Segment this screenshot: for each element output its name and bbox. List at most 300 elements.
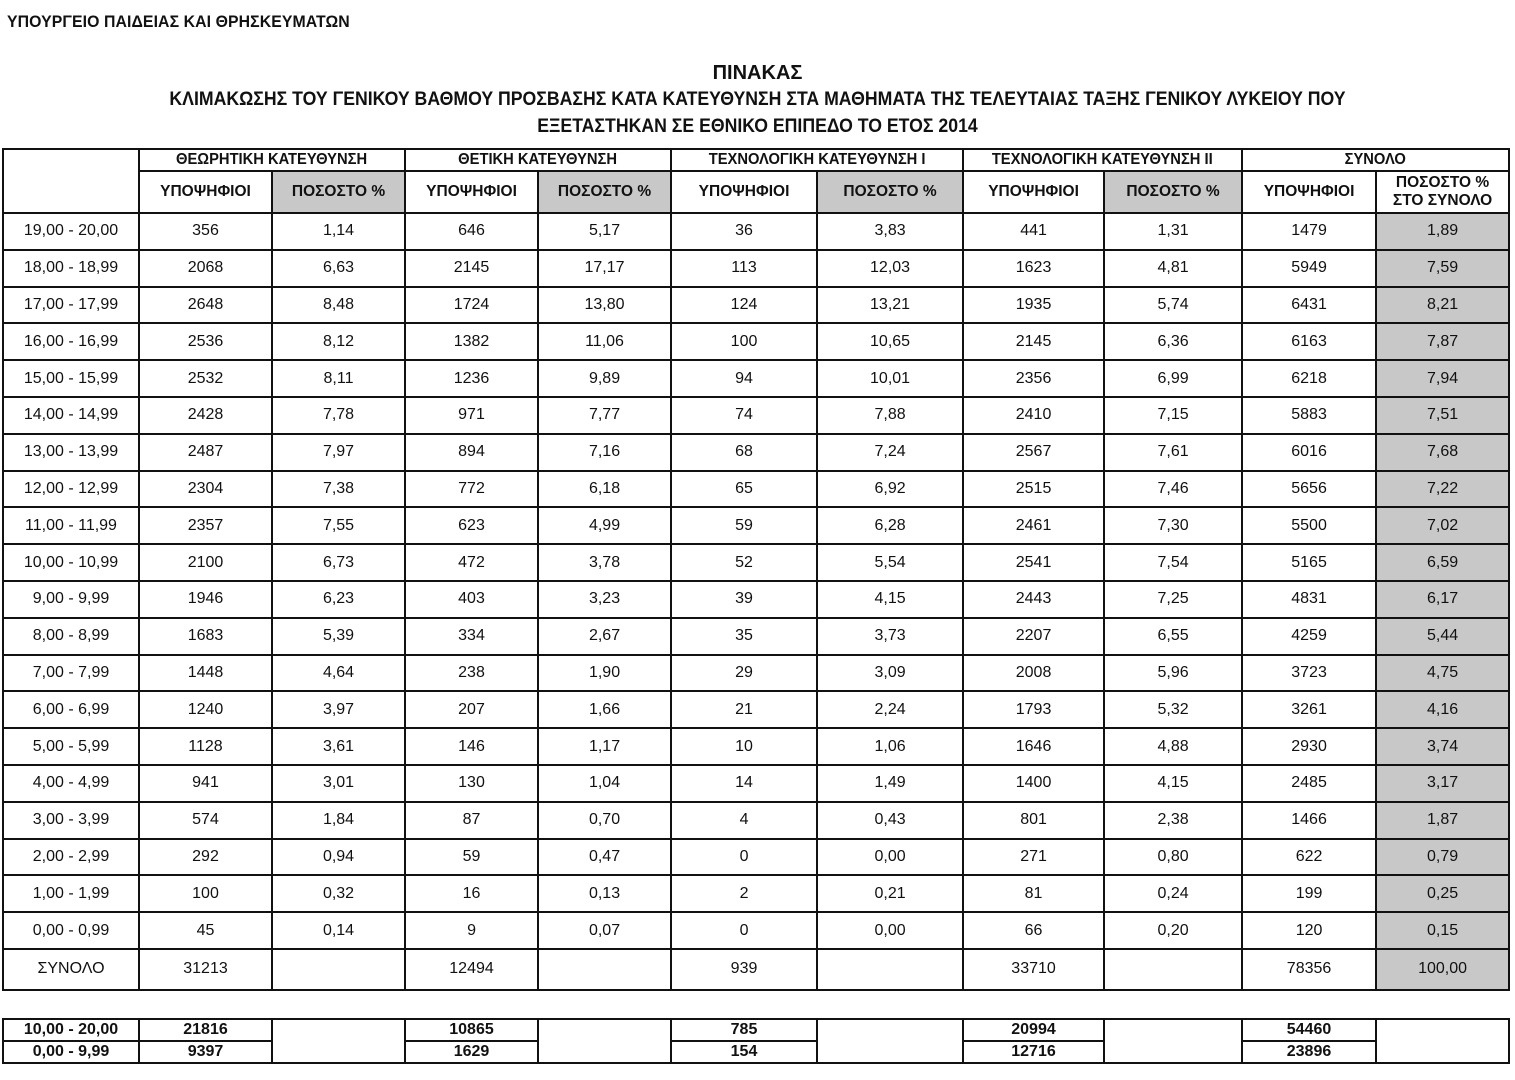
ministry-name: ΥΠΟΥΡΓΕΙΟ ΠΑΙΔΕΙΑΣ ΚΑΙ ΘΡΗΣΚΕΥΜΑΤΩΝ bbox=[7, 12, 350, 31]
table-row bbox=[3, 912, 1509, 949]
cell-theoretical-candidates: 941 bbox=[139, 765, 272, 802]
cell-theoretical-percent: 6,23 bbox=[272, 581, 405, 618]
header-percent-of-total-line-2: ΣΤΟ ΣΥΝΟΛΟ bbox=[1392, 192, 1493, 209]
table-row bbox=[3, 507, 1509, 544]
cell-science-candidates: 772 bbox=[405, 471, 538, 508]
cell-technology-1-candidates: 21 bbox=[671, 691, 817, 728]
cell-technology-1-percent: 6,92 bbox=[817, 471, 963, 508]
cell-technology-2-percent: 4,88 bbox=[1104, 728, 1242, 765]
cell-theoretical-percent: 3,61 bbox=[272, 728, 405, 765]
cell-science-percent: 4,99 bbox=[538, 507, 671, 544]
cell-total-percent: 7,02 bbox=[1376, 507, 1509, 544]
cell-total-percent: 4,16 bbox=[1376, 691, 1509, 728]
cell-theoretical-candidates: 1128 bbox=[139, 728, 272, 765]
cell-technology-1-percent: 0,21 bbox=[817, 875, 963, 912]
cell-science-percent: 2,67 bbox=[538, 618, 671, 655]
cell-science-candidates: 971 bbox=[405, 397, 538, 434]
cell-science-percent: 0,47 bbox=[538, 839, 671, 876]
table-row bbox=[3, 875, 1509, 912]
header-range-cell bbox=[3, 149, 139, 213]
cell-total-candidates: 6163 bbox=[1242, 323, 1376, 360]
total-science-candidates: 12494 bbox=[405, 949, 538, 990]
cell-theoretical-candidates: 2304 bbox=[139, 471, 272, 508]
cell-range: 3,00 - 3,99 bbox=[3, 802, 139, 839]
cell-total-candidates: 5883 bbox=[1242, 397, 1376, 434]
cell-technology-1-candidates: 2 bbox=[671, 875, 817, 912]
cell-range: 2,00 - 2,99 bbox=[3, 839, 139, 876]
cell-theoretical-percent: 7,97 bbox=[272, 434, 405, 471]
header-group-theoretical: ΘΕΩΡΗΤΙΚΗ ΚΑΤΕΥΘΥΝΣΗ bbox=[139, 149, 405, 171]
table-row bbox=[3, 544, 1509, 581]
total-technology-2-candidates: 33710 bbox=[963, 949, 1104, 990]
cell-theoretical-percent: 6,73 bbox=[272, 544, 405, 581]
header-candidates: ΥΠΟΨΗΦΙΟΙ bbox=[405, 171, 538, 213]
cell-total-percent: 7,22 bbox=[1376, 471, 1509, 508]
cell-theoretical-candidates: 2100 bbox=[139, 544, 272, 581]
cell-science-candidates: 1236 bbox=[405, 360, 538, 397]
cell-technology-2-candidates: 66 bbox=[963, 912, 1104, 949]
page-subtitle-line-1: ΚΛΙΜΑΚΩΣΗΣ ΤΟΥ ΓΕΝΙΚΟΥ ΒΑΘΜΟΥ ΠΡΟΣΒΑΣΗΣ ΚΑΤΑ ΚΑΤΕΥΘΥΝΣΗ ΣΤΑ ΜΑΘΗΜΑΤΑ ΤΗΣ ΤΕΛΕΥΤΑΙΑΣ ΤΑΞΗΣ ΓΕΝΙΚΟΥ ΛΥΚΕΙΟΥ ΠΟΥ bbox=[169, 89, 1346, 110]
cell-technology-1-percent: 10,01 bbox=[817, 360, 963, 397]
cell-total-candidates: 1466 bbox=[1242, 802, 1376, 839]
cell-technology-1-percent: 2,24 bbox=[817, 691, 963, 728]
cell-total-candidates: 4259 bbox=[1242, 618, 1376, 655]
summary-total-candidates: 23896 bbox=[1242, 1041, 1376, 1063]
cell-technology-1-candidates: 65 bbox=[671, 471, 817, 508]
table-row bbox=[3, 471, 1509, 508]
table-row bbox=[3, 618, 1509, 655]
cell-technology-1-percent: 6,28 bbox=[817, 507, 963, 544]
cell-theoretical-percent: 8,12 bbox=[272, 323, 405, 360]
header-group-science: ΘΕΤΙΚΗ ΚΑΤΕΥΘΥΝΣΗ bbox=[405, 149, 671, 171]
total-technology-1-percent bbox=[817, 949, 963, 990]
cell-science-percent: 1,04 bbox=[538, 765, 671, 802]
cell-science-percent: 7,16 bbox=[538, 434, 671, 471]
cell-technology-1-percent: 3,83 bbox=[817, 213, 963, 250]
cell-theoretical-percent: 0,94 bbox=[272, 839, 405, 876]
cell-technology-2-candidates: 81 bbox=[963, 875, 1104, 912]
cell-theoretical-percent: 1,84 bbox=[272, 802, 405, 839]
cell-science-candidates: 334 bbox=[405, 618, 538, 655]
cell-total-candidates: 2485 bbox=[1242, 765, 1376, 802]
cell-total-percent: 1,89 bbox=[1376, 213, 1509, 250]
summary-science-percent-empty bbox=[538, 1019, 671, 1063]
header-percent: ΠΟΣΟΣΤΟ % bbox=[538, 171, 671, 213]
cell-theoretical-percent: 7,38 bbox=[272, 471, 405, 508]
cell-technology-2-candidates: 2410 bbox=[963, 397, 1104, 434]
cell-theoretical-percent: 5,39 bbox=[272, 618, 405, 655]
cell-science-percent: 3,23 bbox=[538, 581, 671, 618]
table-row bbox=[3, 802, 1509, 839]
cell-range: 16,00 - 16,99 bbox=[3, 323, 139, 360]
summary-row bbox=[3, 1019, 1509, 1041]
header-percent-of-total bbox=[1376, 171, 1509, 213]
cell-total-percent: 1,87 bbox=[1376, 802, 1509, 839]
header-sub-row bbox=[3, 171, 1509, 213]
cell-science-percent: 1,90 bbox=[538, 655, 671, 692]
cell-science-percent: 0,70 bbox=[538, 802, 671, 839]
table-row bbox=[3, 765, 1509, 802]
cell-technology-1-candidates: 113 bbox=[671, 250, 817, 287]
cell-theoretical-candidates: 2648 bbox=[139, 287, 272, 324]
cell-total-percent: 6,59 bbox=[1376, 544, 1509, 581]
cell-science-candidates: 1382 bbox=[405, 323, 538, 360]
cell-theoretical-percent: 7,55 bbox=[272, 507, 405, 544]
cell-theoretical-candidates: 292 bbox=[139, 839, 272, 876]
header-group-row bbox=[3, 149, 1509, 171]
cell-total-percent: 5,44 bbox=[1376, 618, 1509, 655]
total-science-percent bbox=[538, 949, 671, 990]
table-row bbox=[3, 397, 1509, 434]
summary-technology-1-percent-empty bbox=[817, 1019, 963, 1063]
cell-theoretical-candidates: 1240 bbox=[139, 691, 272, 728]
cell-science-percent: 17,17 bbox=[538, 250, 671, 287]
cell-total-percent: 7,94 bbox=[1376, 360, 1509, 397]
table-row bbox=[3, 360, 1509, 397]
cell-total-percent: 7,87 bbox=[1376, 323, 1509, 360]
header-candidates: ΥΠΟΨΗΦΙΟΙ bbox=[671, 171, 817, 213]
cell-technology-2-candidates: 2356 bbox=[963, 360, 1104, 397]
summary-table bbox=[2, 1018, 1510, 1064]
cell-range: 9,00 - 9,99 bbox=[3, 581, 139, 618]
summary-technology-1-candidates: 785 bbox=[671, 1019, 817, 1041]
cell-technology-1-percent: 0,00 bbox=[817, 912, 963, 949]
cell-science-candidates: 87 bbox=[405, 802, 538, 839]
cell-technology-1-candidates: 29 bbox=[671, 655, 817, 692]
cell-technology-1-candidates: 124 bbox=[671, 287, 817, 324]
summary-row bbox=[3, 1041, 1509, 1063]
cell-technology-2-candidates: 1935 bbox=[963, 287, 1104, 324]
cell-range: 12,00 - 12,99 bbox=[3, 471, 139, 508]
table-row bbox=[3, 581, 1509, 618]
cell-technology-2-percent: 4,15 bbox=[1104, 765, 1242, 802]
summary-theoretical-candidates: 21816 bbox=[139, 1019, 272, 1041]
total-technology-1-candidates: 939 bbox=[671, 949, 817, 990]
table-row bbox=[3, 287, 1509, 324]
cell-science-candidates: 894 bbox=[405, 434, 538, 471]
cell-technology-2-candidates: 2515 bbox=[963, 471, 1104, 508]
cell-technology-2-percent: 2,38 bbox=[1104, 802, 1242, 839]
cell-science-percent: 6,18 bbox=[538, 471, 671, 508]
cell-technology-1-percent: 4,15 bbox=[817, 581, 963, 618]
cell-technology-2-percent: 7,30 bbox=[1104, 507, 1242, 544]
cell-technology-1-candidates: 36 bbox=[671, 213, 817, 250]
summary-science-candidates: 10865 bbox=[405, 1019, 538, 1041]
cell-theoretical-candidates: 356 bbox=[139, 213, 272, 250]
cell-theoretical-percent: 7,78 bbox=[272, 397, 405, 434]
cell-technology-1-candidates: 14 bbox=[671, 765, 817, 802]
cell-range: 15,00 - 15,99 bbox=[3, 360, 139, 397]
cell-technology-2-percent: 5,74 bbox=[1104, 287, 1242, 324]
cell-total-percent: 0,79 bbox=[1376, 839, 1509, 876]
cell-technology-2-percent: 7,15 bbox=[1104, 397, 1242, 434]
cell-theoretical-candidates: 574 bbox=[139, 802, 272, 839]
cell-theoretical-percent: 0,32 bbox=[272, 875, 405, 912]
cell-technology-1-percent: 5,54 bbox=[817, 544, 963, 581]
cell-total-percent: 3,17 bbox=[1376, 765, 1509, 802]
cell-science-percent: 0,07 bbox=[538, 912, 671, 949]
cell-total-candidates: 1479 bbox=[1242, 213, 1376, 250]
cell-total-percent: 8,21 bbox=[1376, 287, 1509, 324]
total-theoretical-candidates: 31213 bbox=[139, 949, 272, 990]
cell-theoretical-percent: 0,14 bbox=[272, 912, 405, 949]
cell-science-candidates: 238 bbox=[405, 655, 538, 692]
cell-range: 6,00 - 6,99 bbox=[3, 691, 139, 728]
cell-total-candidates: 3723 bbox=[1242, 655, 1376, 692]
cell-range: 17,00 - 17,99 bbox=[3, 287, 139, 324]
cell-range: 4,00 - 4,99 bbox=[3, 765, 139, 802]
cell-technology-2-candidates: 2145 bbox=[963, 323, 1104, 360]
cell-total-candidates: 6016 bbox=[1242, 434, 1376, 471]
cell-technology-2-percent: 5,96 bbox=[1104, 655, 1242, 692]
cell-technology-2-percent: 0,80 bbox=[1104, 839, 1242, 876]
header-percent: ΠΟΣΟΣΤΟ % bbox=[272, 171, 405, 213]
cell-technology-1-percent: 1,49 bbox=[817, 765, 963, 802]
table-row bbox=[3, 323, 1509, 360]
cell-total-candidates: 622 bbox=[1242, 839, 1376, 876]
cell-science-percent: 13,80 bbox=[538, 287, 671, 324]
header-percent: ΠΟΣΟΣΤΟ % bbox=[817, 171, 963, 213]
cell-total-candidates: 3261 bbox=[1242, 691, 1376, 728]
cell-theoretical-candidates: 2357 bbox=[139, 507, 272, 544]
cell-theoretical-candidates: 2487 bbox=[139, 434, 272, 471]
summary-technology-2-candidates: 20994 bbox=[963, 1019, 1104, 1041]
cell-total-percent: 7,68 bbox=[1376, 434, 1509, 471]
cell-range: 7,00 - 7,99 bbox=[3, 655, 139, 692]
table-row bbox=[3, 213, 1509, 250]
cell-theoretical-candidates: 1946 bbox=[139, 581, 272, 618]
cell-theoretical-candidates: 1448 bbox=[139, 655, 272, 692]
header-percent-of-total-line-1: ΠΟΣΟΣΤΟ % bbox=[1395, 174, 1490, 191]
cell-theoretical-percent: 4,64 bbox=[272, 655, 405, 692]
cell-theoretical-percent: 3,97 bbox=[272, 691, 405, 728]
cell-total-percent: 0,15 bbox=[1376, 912, 1509, 949]
cell-theoretical-candidates: 45 bbox=[139, 912, 272, 949]
cell-technology-2-percent: 7,46 bbox=[1104, 471, 1242, 508]
cell-technology-2-candidates: 2443 bbox=[963, 581, 1104, 618]
cell-technology-2-percent: 0,24 bbox=[1104, 875, 1242, 912]
cell-technology-2-percent: 7,54 bbox=[1104, 544, 1242, 581]
summary-body bbox=[3, 1019, 1509, 1063]
cell-range: 1,00 - 1,99 bbox=[3, 875, 139, 912]
cell-total-percent: 6,17 bbox=[1376, 581, 1509, 618]
cell-science-percent: 1,17 bbox=[538, 728, 671, 765]
cell-technology-1-candidates: 0 bbox=[671, 912, 817, 949]
cell-technology-2-percent: 1,31 bbox=[1104, 213, 1242, 250]
cell-technology-1-percent: 10,65 bbox=[817, 323, 963, 360]
cell-technology-1-percent: 13,21 bbox=[817, 287, 963, 324]
header-candidates: ΥΠΟΨΗΦΙΟΙ bbox=[139, 171, 272, 213]
cell-technology-1-candidates: 59 bbox=[671, 507, 817, 544]
summary-theoretical-candidates: 9397 bbox=[139, 1041, 272, 1063]
cell-science-percent: 0,13 bbox=[538, 875, 671, 912]
summary-technology-1-candidates: 154 bbox=[671, 1041, 817, 1063]
cell-technology-2-candidates: 801 bbox=[963, 802, 1104, 839]
cell-science-candidates: 59 bbox=[405, 839, 538, 876]
cell-range: 0,00 - 0,99 bbox=[3, 912, 139, 949]
cell-science-percent: 5,17 bbox=[538, 213, 671, 250]
cell-technology-1-candidates: 100 bbox=[671, 323, 817, 360]
summary-theoretical-percent-empty bbox=[272, 1019, 405, 1063]
total-theoretical-percent bbox=[272, 949, 405, 990]
cell-science-candidates: 2145 bbox=[405, 250, 538, 287]
cell-total-percent: 7,59 bbox=[1376, 250, 1509, 287]
table-row bbox=[3, 839, 1509, 876]
title-block bbox=[0, 60, 1515, 140]
cell-theoretical-candidates: 2536 bbox=[139, 323, 272, 360]
table-row bbox=[3, 728, 1509, 765]
table-row bbox=[3, 434, 1509, 471]
cell-technology-1-percent: 7,24 bbox=[817, 434, 963, 471]
cell-science-candidates: 130 bbox=[405, 765, 538, 802]
cell-science-percent: 9,89 bbox=[538, 360, 671, 397]
cell-technology-1-candidates: 10 bbox=[671, 728, 817, 765]
table-row bbox=[3, 250, 1509, 287]
cell-science-candidates: 1724 bbox=[405, 287, 538, 324]
table-body bbox=[3, 213, 1509, 990]
cell-technology-2-candidates: 2461 bbox=[963, 507, 1104, 544]
table-row bbox=[3, 691, 1509, 728]
cell-theoretical-percent: 3,01 bbox=[272, 765, 405, 802]
table-row bbox=[3, 655, 1509, 692]
total-total-candidates: 78356 bbox=[1242, 949, 1376, 990]
cell-science-candidates: 403 bbox=[405, 581, 538, 618]
cell-range: 11,00 - 11,99 bbox=[3, 507, 139, 544]
cell-range: 19,00 - 20,00 bbox=[3, 213, 139, 250]
cell-theoretical-candidates: 100 bbox=[139, 875, 272, 912]
table-total-row bbox=[3, 949, 1509, 990]
cell-range: 14,00 - 14,99 bbox=[3, 397, 139, 434]
cell-theoretical-candidates: 2428 bbox=[139, 397, 272, 434]
cell-technology-2-candidates: 2541 bbox=[963, 544, 1104, 581]
cell-science-candidates: 623 bbox=[405, 507, 538, 544]
cell-science-candidates: 646 bbox=[405, 213, 538, 250]
header-percent: ΠΟΣΟΣΤΟ % bbox=[1104, 171, 1242, 213]
summary-total-candidates: 54460 bbox=[1242, 1019, 1376, 1041]
cell-science-percent: 11,06 bbox=[538, 323, 671, 360]
cell-technology-1-percent: 3,09 bbox=[817, 655, 963, 692]
cell-technology-2-candidates: 1623 bbox=[963, 250, 1104, 287]
cell-science-candidates: 207 bbox=[405, 691, 538, 728]
cell-total-candidates: 5656 bbox=[1242, 471, 1376, 508]
cell-technology-2-percent: 6,36 bbox=[1104, 323, 1242, 360]
cell-total-percent: 3,74 bbox=[1376, 728, 1509, 765]
cell-total-candidates: 2930 bbox=[1242, 728, 1376, 765]
cell-technology-2-candidates: 1646 bbox=[963, 728, 1104, 765]
cell-science-percent: 1,66 bbox=[538, 691, 671, 728]
cell-technology-2-percent: 6,99 bbox=[1104, 360, 1242, 397]
cell-theoretical-candidates: 2532 bbox=[139, 360, 272, 397]
cell-range: 5,00 - 5,99 bbox=[3, 728, 139, 765]
cell-science-candidates: 9 bbox=[405, 912, 538, 949]
page-title: ΠΙΝΑΚΑΣ bbox=[712, 62, 803, 84]
cell-science-percent: 3,78 bbox=[538, 544, 671, 581]
page-subtitle-line-2: ΕΞΕΤΑΣΤΗΚΑΝ ΣΕ ΕΘΝΙΚΟ ΕΠΙΠΕΔΟ ΤΟ ΕΤΟΣ 2014 bbox=[537, 116, 978, 137]
cell-technology-1-percent: 7,88 bbox=[817, 397, 963, 434]
cell-total-candidates: 120 bbox=[1242, 912, 1376, 949]
cell-technology-1-percent: 1,06 bbox=[817, 728, 963, 765]
cell-total-candidates: 5500 bbox=[1242, 507, 1376, 544]
cell-technology-1-percent: 12,03 bbox=[817, 250, 963, 287]
cell-theoretical-percent: 6,63 bbox=[272, 250, 405, 287]
cell-technology-2-percent: 4,81 bbox=[1104, 250, 1242, 287]
cell-technology-2-candidates: 2567 bbox=[963, 434, 1104, 471]
cell-technology-1-candidates: 4 bbox=[671, 802, 817, 839]
cell-theoretical-candidates: 1683 bbox=[139, 618, 272, 655]
cell-technology-2-percent: 6,55 bbox=[1104, 618, 1242, 655]
summary-range: 10,00 - 20,00 bbox=[3, 1019, 139, 1041]
cell-technology-1-candidates: 35 bbox=[671, 618, 817, 655]
summary-total-percent-empty bbox=[1376, 1019, 1509, 1063]
cell-science-candidates: 472 bbox=[405, 544, 538, 581]
header-group-technology-2: ΤΕΧΝΟΛΟΓΙΚΗ ΚΑΤΕΥΘΥΝΣΗ ΙΙ bbox=[963, 149, 1242, 171]
total-technology-2-percent bbox=[1104, 949, 1242, 990]
cell-theoretical-percent: 8,48 bbox=[272, 287, 405, 324]
cell-range: 8,00 - 8,99 bbox=[3, 618, 139, 655]
header-candidates: ΥΠΟΨΗΦΙΟΙ bbox=[963, 171, 1104, 213]
cell-science-candidates: 146 bbox=[405, 728, 538, 765]
cell-theoretical-percent: 8,11 bbox=[272, 360, 405, 397]
cell-total-candidates: 4831 bbox=[1242, 581, 1376, 618]
total-total-percent: 100,00 bbox=[1376, 949, 1509, 990]
grade-distribution-table bbox=[2, 148, 1510, 991]
cell-technology-1-candidates: 0 bbox=[671, 839, 817, 876]
cell-technology-1-candidates: 39 bbox=[671, 581, 817, 618]
summary-technology-2-percent-empty bbox=[1104, 1019, 1242, 1063]
cell-technology-1-candidates: 94 bbox=[671, 360, 817, 397]
cell-total-candidates: 6431 bbox=[1242, 287, 1376, 324]
cell-theoretical-percent: 1,14 bbox=[272, 213, 405, 250]
summary-range: 0,00 - 9,99 bbox=[3, 1041, 139, 1063]
cell-total-percent: 0,25 bbox=[1376, 875, 1509, 912]
cell-technology-2-percent: 5,32 bbox=[1104, 691, 1242, 728]
cell-total-percent: 4,75 bbox=[1376, 655, 1509, 692]
cell-technology-1-candidates: 68 bbox=[671, 434, 817, 471]
cell-technology-2-candidates: 2008 bbox=[963, 655, 1104, 692]
cell-technology-1-percent: 0,00 bbox=[817, 839, 963, 876]
cell-technology-2-percent: 7,61 bbox=[1104, 434, 1242, 471]
cell-science-percent: 7,77 bbox=[538, 397, 671, 434]
header-candidates: ΥΠΟΨΗΦΙΟΙ bbox=[1242, 171, 1376, 213]
cell-range: 13,00 - 13,99 bbox=[3, 434, 139, 471]
cell-technology-2-percent: 7,25 bbox=[1104, 581, 1242, 618]
cell-total-candidates: 199 bbox=[1242, 875, 1376, 912]
cell-total-candidates: 5949 bbox=[1242, 250, 1376, 287]
summary-technology-2-candidates: 12716 bbox=[963, 1041, 1104, 1063]
cell-range: 18,00 - 18,99 bbox=[3, 250, 139, 287]
cell-technology-2-candidates: 2207 bbox=[963, 618, 1104, 655]
cell-technology-1-candidates: 52 bbox=[671, 544, 817, 581]
total-range: ΣΥΝΟΛΟ bbox=[3, 949, 139, 990]
header-group-total: ΣΥΝΟΛΟ bbox=[1242, 149, 1509, 171]
cell-total-percent: 7,51 bbox=[1376, 397, 1509, 434]
cell-total-candidates: 5165 bbox=[1242, 544, 1376, 581]
cell-technology-2-candidates: 1400 bbox=[963, 765, 1104, 802]
header-group-technology-1: ΤΕΧΝΟΛΟΓΙΚΗ ΚΑΤΕΥΘΥΝΣΗ Ι bbox=[671, 149, 963, 171]
cell-theoretical-candidates: 2068 bbox=[139, 250, 272, 287]
cell-technology-2-candidates: 441 bbox=[963, 213, 1104, 250]
cell-technology-1-percent: 3,73 bbox=[817, 618, 963, 655]
cell-range: 10,00 - 10,99 bbox=[3, 544, 139, 581]
cell-science-candidates: 16 bbox=[405, 875, 538, 912]
summary-science-candidates: 1629 bbox=[405, 1041, 538, 1063]
cell-total-candidates: 6218 bbox=[1242, 360, 1376, 397]
cell-technology-2-candidates: 271 bbox=[963, 839, 1104, 876]
cell-technology-2-percent: 0,20 bbox=[1104, 912, 1242, 949]
cell-technology-2-candidates: 1793 bbox=[963, 691, 1104, 728]
cell-technology-1-candidates: 74 bbox=[671, 397, 817, 434]
cell-technology-1-percent: 0,43 bbox=[817, 802, 963, 839]
